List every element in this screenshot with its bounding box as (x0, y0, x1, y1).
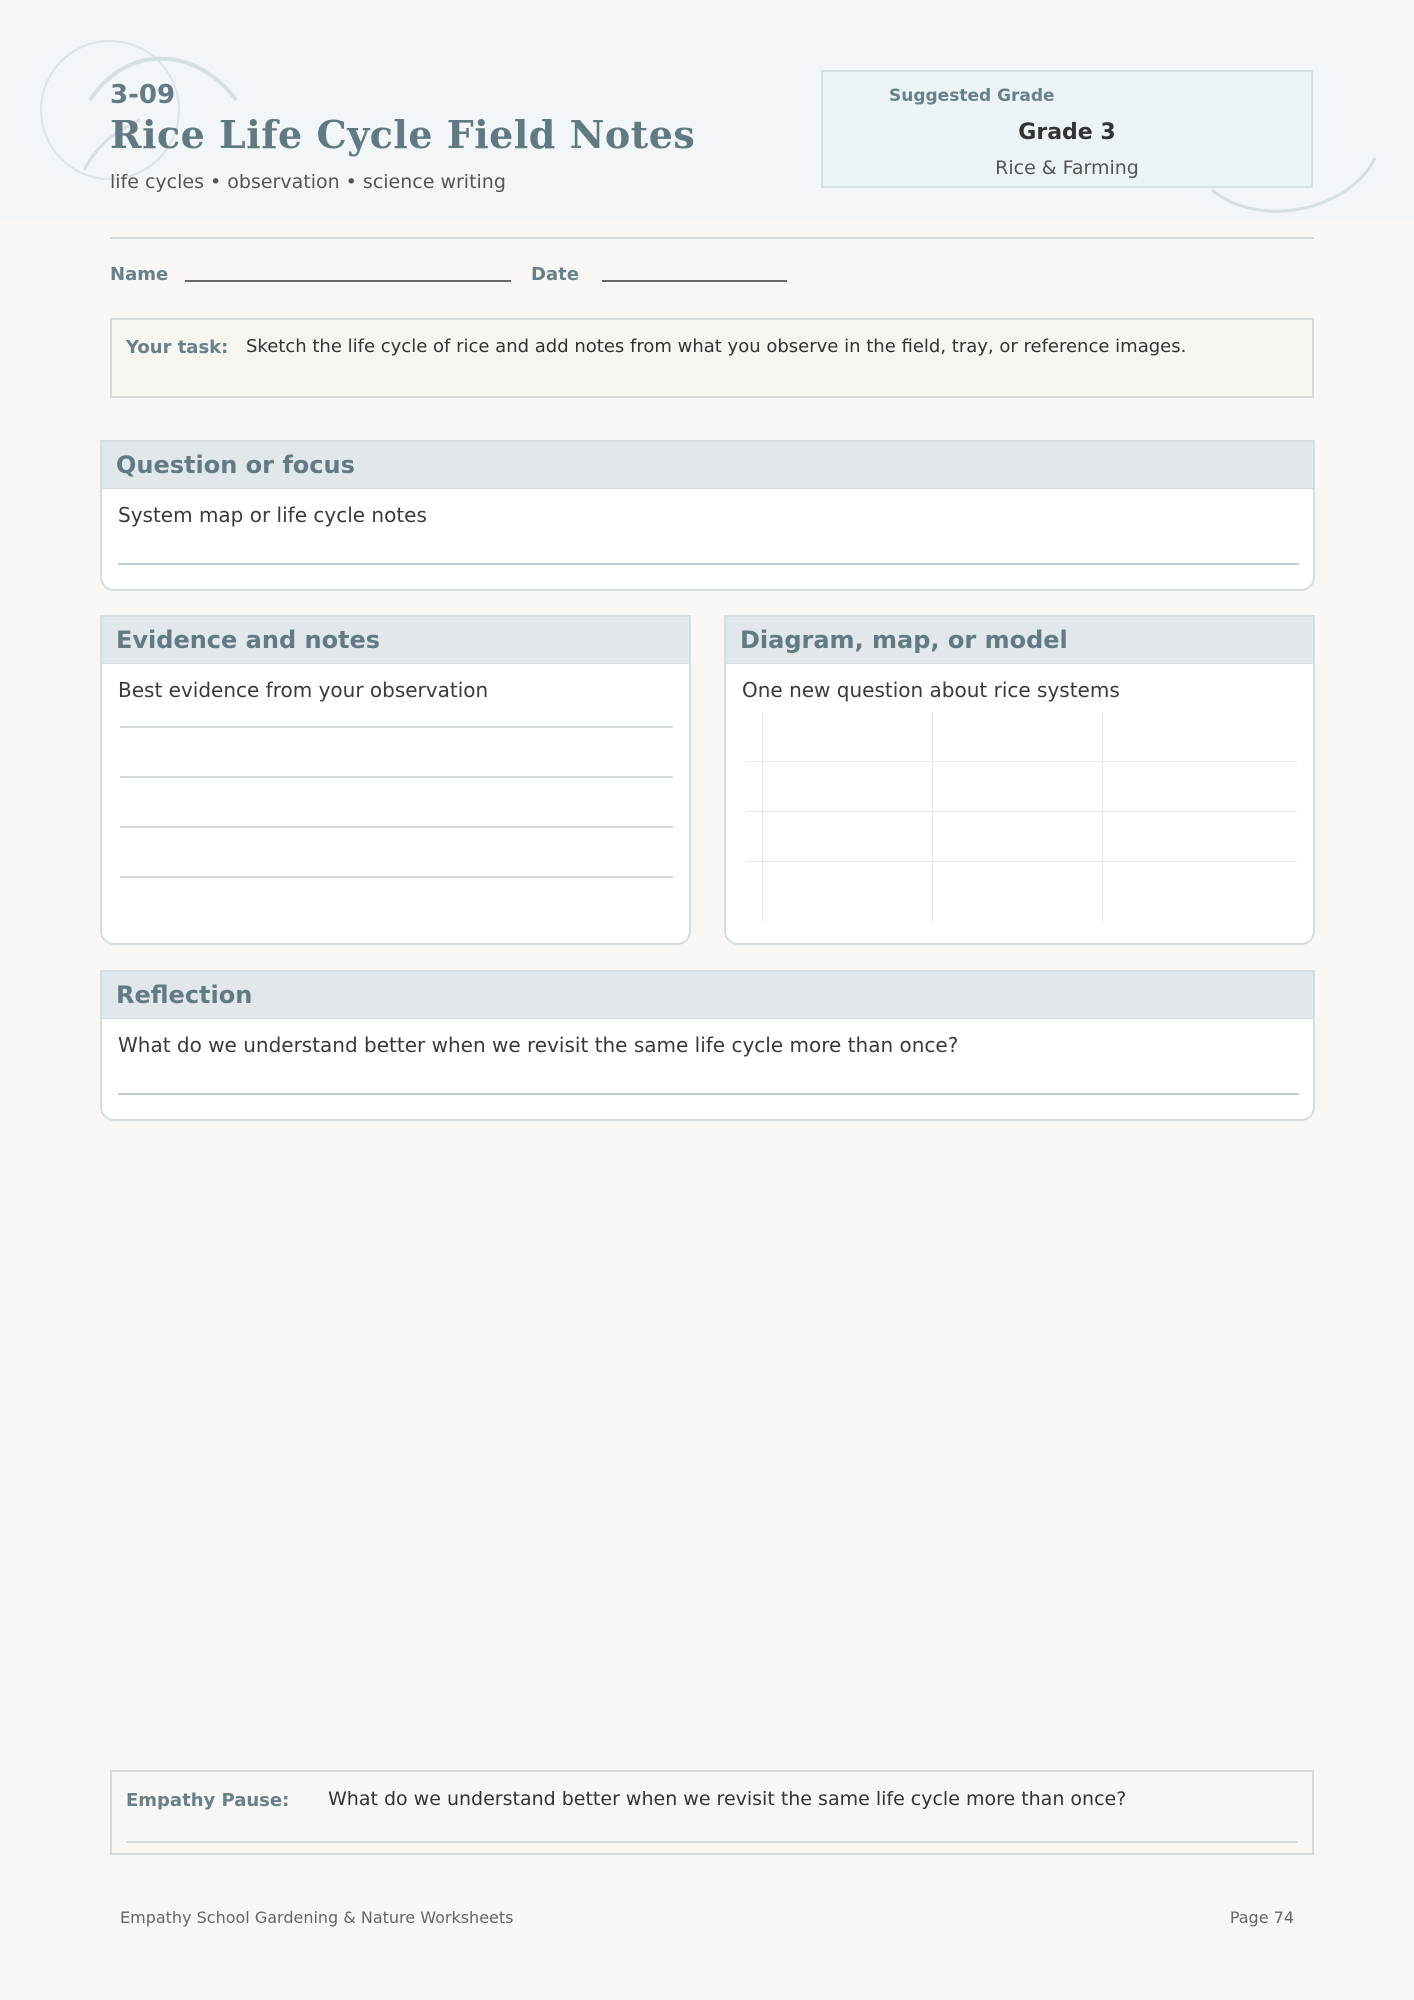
worksheet-code: 3-09 (110, 80, 176, 110)
evidence-answer-line[interactable] (120, 726, 673, 728)
evidence-answer-line[interactable] (120, 826, 673, 828)
diagram-card-title: Diagram, map, or model (726, 617, 1313, 664)
header-divider (110, 237, 1314, 239)
evidence-answer-line[interactable] (120, 876, 673, 878)
suggested-grade-box (821, 70, 1313, 188)
grade-topic: Rice & Farming (995, 157, 1139, 179)
page-title: Rice Life Cycle Field Notes (110, 112, 696, 157)
task-label: Your task: (126, 337, 229, 358)
diagram-card (724, 615, 1315, 945)
evidence-card-title: Evidence and notes (102, 617, 689, 664)
grid-line (1102, 712, 1103, 922)
grid-line (746, 811, 1297, 812)
diagram-card-prompt: One new question about rice systems (742, 678, 1120, 702)
evidence-answer-line[interactable] (120, 776, 673, 778)
grid-line (746, 761, 1297, 762)
reflection-card (100, 970, 1315, 1121)
question-answer-line[interactable] (118, 563, 1299, 565)
suggested-grade-label: Suggested Grade (889, 86, 1055, 106)
empathy-pause-answer-line[interactable] (126, 1841, 1298, 1843)
name-label: Name (110, 264, 169, 285)
reflection-answer-line[interactable] (118, 1093, 1299, 1095)
footer-publisher: Empathy School Gardening & Nature Worksheets (120, 1908, 514, 1927)
question-card-prompt: System map or life cycle notes (118, 503, 427, 527)
grid-line (932, 712, 933, 922)
evidence-card (100, 615, 691, 945)
page-subtitle: life cycles • observation • science writing (110, 171, 506, 193)
reflection-card-title: Reflection (102, 972, 1313, 1019)
grid-line (762, 712, 763, 922)
reflection-card-prompt: What do we understand better when we revisit the same life cycle more than once? (118, 1033, 959, 1057)
question-card (100, 440, 1315, 591)
header-band (0, 0, 1414, 220)
empathy-pause-label: Empathy Pause: (126, 1790, 290, 1811)
date-field[interactable] (602, 280, 787, 282)
empathy-pause-box (110, 1770, 1314, 1855)
evidence-card-prompt: Best evidence from your observation (118, 678, 489, 702)
date-label: Date (531, 264, 579, 285)
page-number: Page 74 (1229, 1908, 1294, 1927)
grid-line (746, 861, 1297, 862)
question-card-title: Question or focus (102, 442, 1313, 489)
name-field[interactable] (185, 280, 511, 282)
grade-value: Grade 3 (1018, 120, 1116, 145)
task-box (110, 318, 1314, 398)
empathy-pause-text: What do we understand better when we revisit the same life cycle more than once? (328, 1788, 1127, 1810)
task-text: Sketch the life cycle of rice and add notes from what you observe in the field, tray, or reference images. (246, 336, 1187, 357)
